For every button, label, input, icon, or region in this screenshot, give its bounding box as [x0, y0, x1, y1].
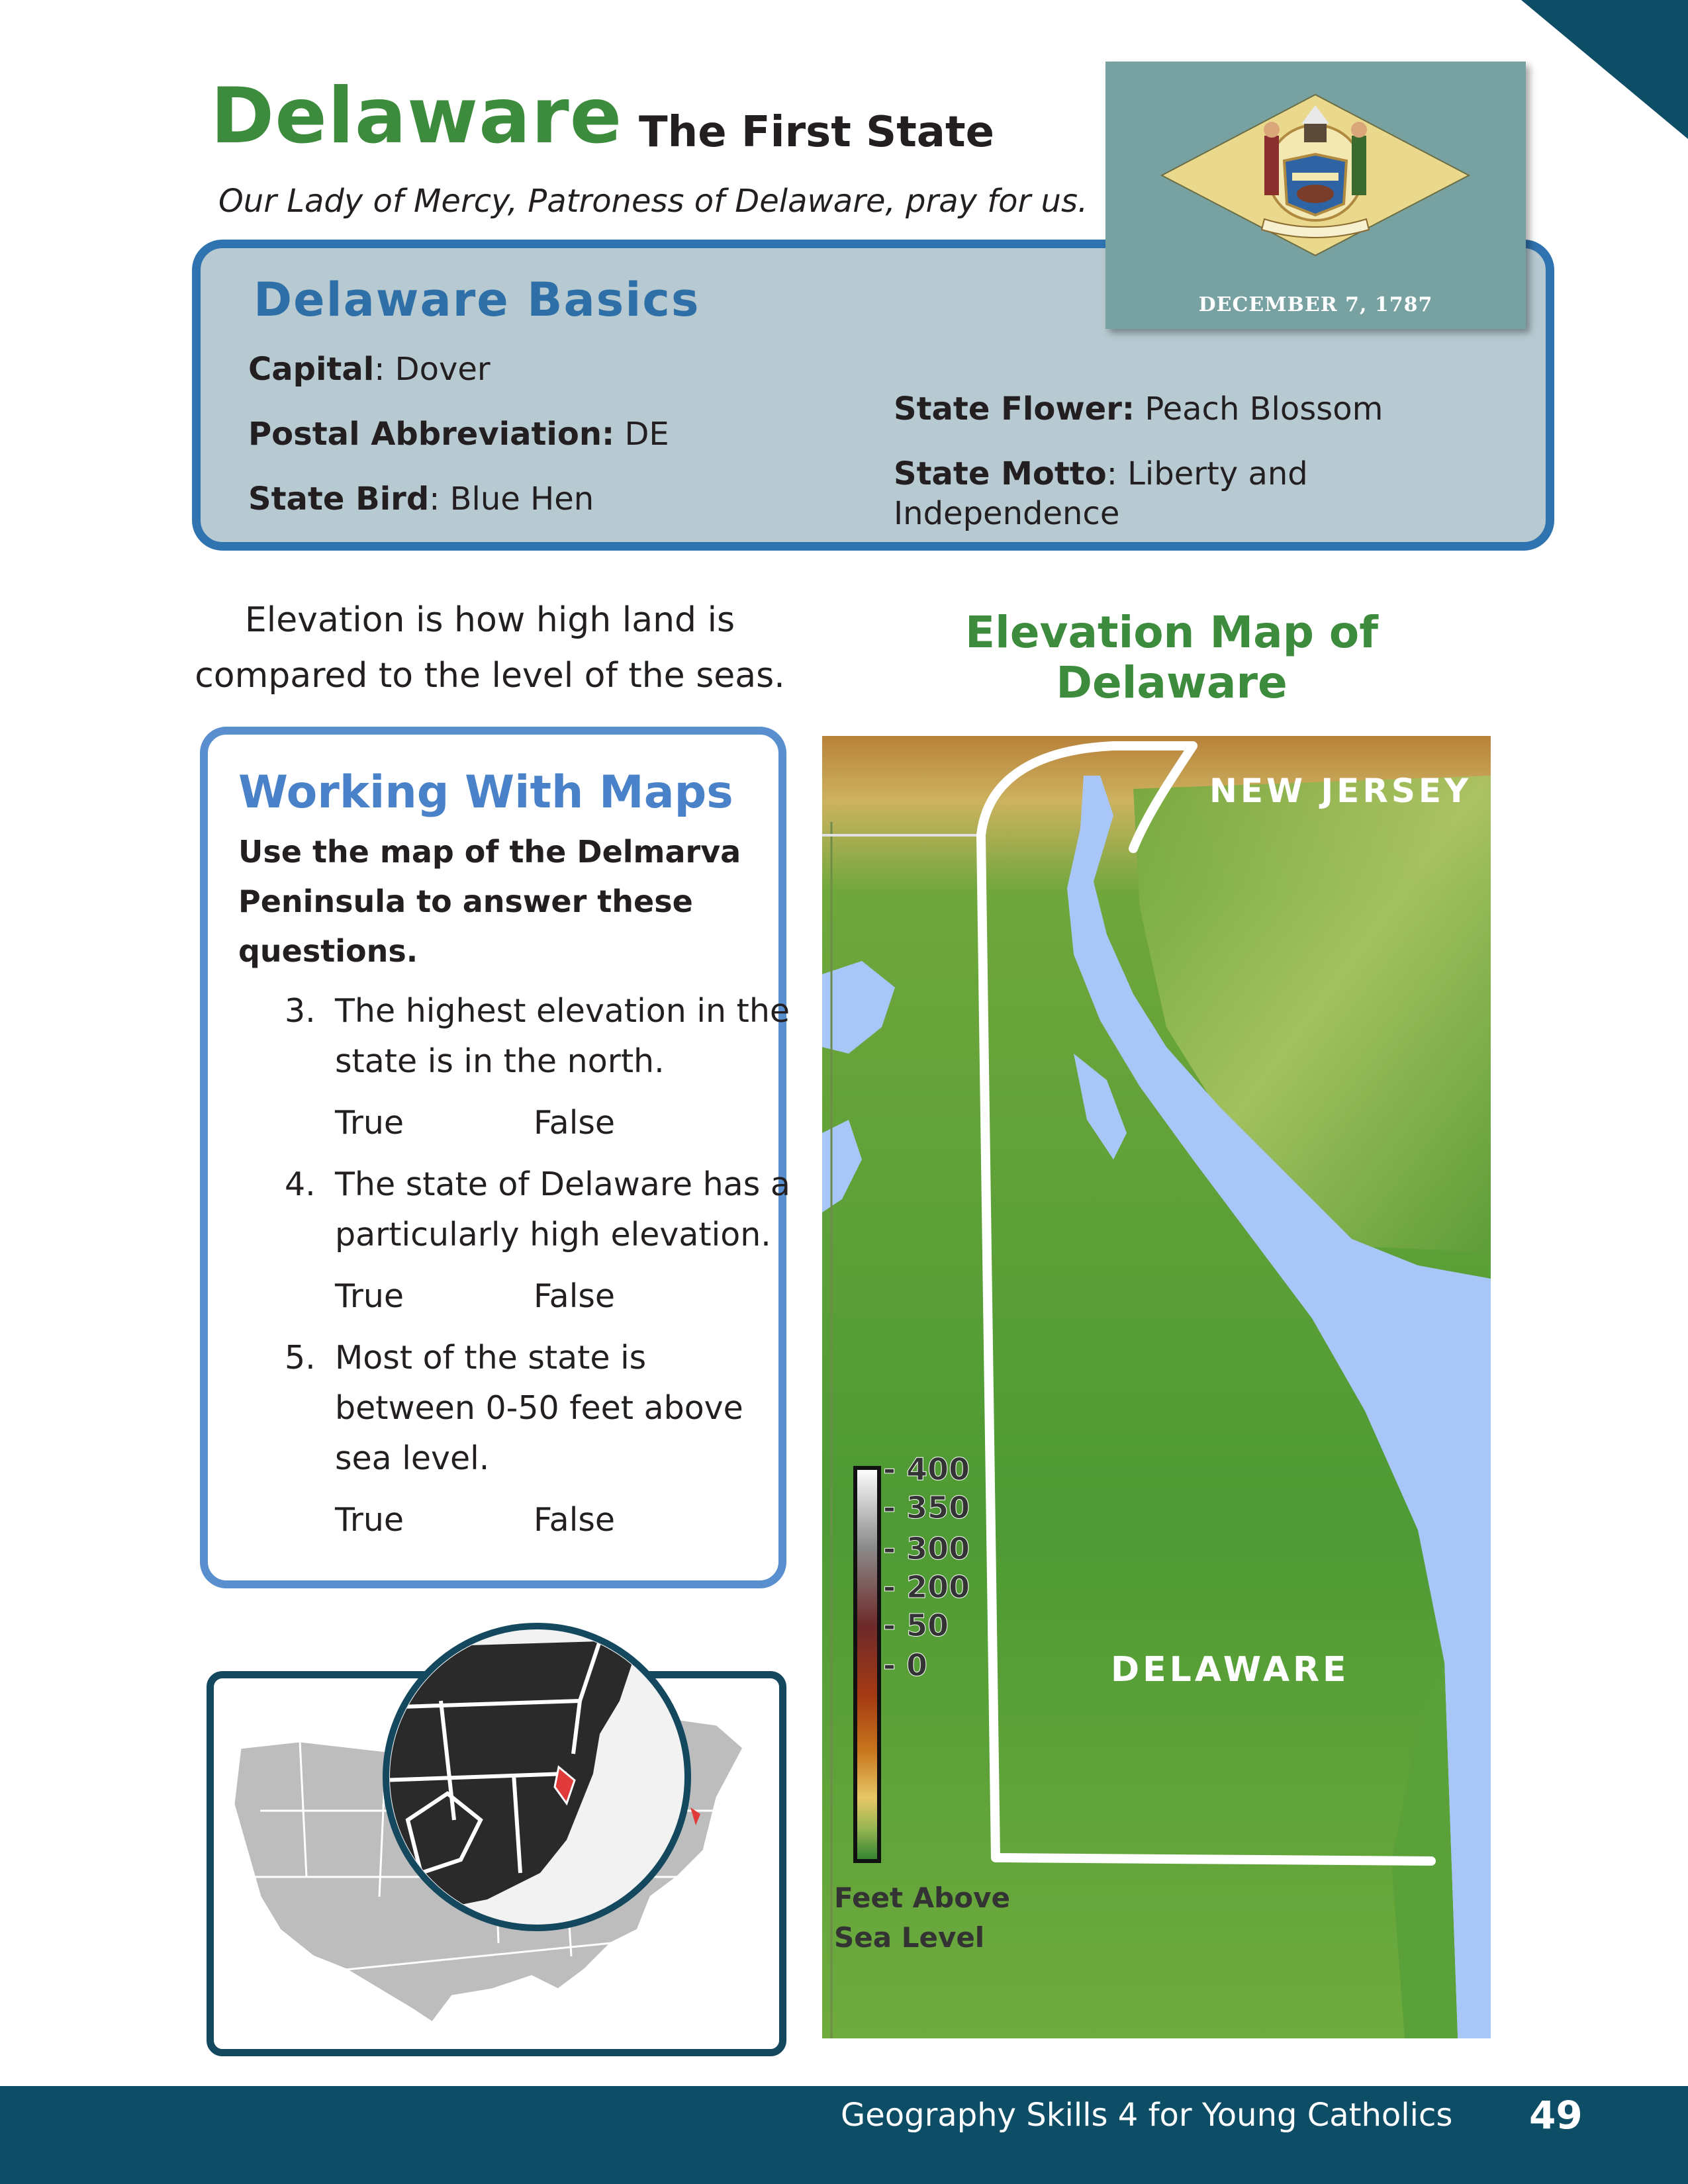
- flower-value: Peach Blossom: [1135, 390, 1383, 428]
- delaware-elevation-map: [822, 736, 1491, 2038]
- capital-label: Capital: [248, 351, 375, 388]
- new-jersey-label: NEW JERSEY: [1209, 772, 1472, 810]
- page-number: 49: [1529, 2093, 1583, 2138]
- elevation-definition-line1: Elevation is how high land is: [244, 600, 735, 640]
- question-5-false-option[interactable]: False: [534, 1501, 616, 1539]
- postal-fact: [248, 414, 669, 454]
- legend-tick-label: - 0: [883, 1647, 928, 1683]
- instruction-line1: Use the map of the Delmarva: [238, 834, 741, 870]
- legend-tick-label: - 400: [883, 1451, 970, 1487]
- legend-tick-label: - 200: [883, 1569, 970, 1605]
- question-5-line1: Most of the state is: [335, 1339, 647, 1377]
- question-4-true-option[interactable]: True: [335, 1277, 404, 1315]
- question-3-false-option[interactable]: False: [534, 1104, 616, 1142]
- bird-value: : Blue Hen: [429, 480, 594, 518]
- prayer-text: Our Lady of Mercy, Patroness of Delaware, pray for us.: [218, 183, 1088, 220]
- question-4-false-option[interactable]: False: [534, 1277, 616, 1315]
- bird-fact: [248, 479, 594, 519]
- map-title-line2: Delaware: [1056, 657, 1288, 708]
- question-3-line1: The highest elevation in the: [335, 992, 790, 1030]
- instruction-line2: Peninsula to answer these: [238, 884, 693, 919]
- flower-label: State Flower:: [894, 390, 1135, 428]
- working-with-maps-instructions: [238, 827, 768, 976]
- flag-date: DECEMBER 7, 1787: [1198, 293, 1433, 316]
- question-3-number: 3.: [285, 992, 316, 1030]
- locator-inset-circle: [381, 1621, 692, 1933]
- question-3: [285, 986, 790, 1087]
- question-5-true-option[interactable]: True: [335, 1501, 404, 1539]
- question-5-line2: between 0-50 feet above: [335, 1389, 743, 1427]
- flower-fact: [894, 389, 1383, 429]
- legend-tick-label: - 50: [883, 1608, 949, 1643]
- question-5: [285, 1333, 743, 1484]
- delaware-flag: [1105, 62, 1526, 329]
- capital-fact: [248, 349, 491, 389]
- corner-decoration: [1521, 0, 1688, 139]
- question-3-true-option[interactable]: True: [335, 1104, 404, 1142]
- legend-tick-label: - 300: [883, 1531, 970, 1567]
- book-title: Geography Skills 4 for Young Catholics: [841, 2097, 1453, 2134]
- flag-emblem-graphic: [1105, 62, 1526, 329]
- map-title: [953, 608, 1390, 708]
- question-5-number: 5.: [285, 1339, 316, 1377]
- question-5-line3: sea level.: [335, 1439, 490, 1477]
- motto-value-1: : Liberty and: [1106, 455, 1308, 492]
- elevation-definition: [192, 592, 788, 704]
- working-with-maps-title: Working With Maps: [238, 766, 733, 819]
- elevation-definition-line2: compared to the level of the seas.: [195, 656, 785, 696]
- state-nickname: The First State: [639, 108, 994, 157]
- page-title: Delaware: [211, 71, 623, 161]
- question-4-line2: particularly high elevation.: [335, 1216, 771, 1253]
- delaware-label: DELAWARE: [1111, 1650, 1350, 1690]
- question-3-line2: state is in the north.: [335, 1042, 665, 1080]
- legend-color-bar: [855, 1468, 879, 1861]
- motto-fact: [894, 454, 1308, 533]
- map-title-line1: Elevation Map of: [964, 607, 1378, 658]
- motto-label: State Motto: [894, 455, 1107, 492]
- motto-value-2: Independence: [894, 495, 1120, 532]
- basics-title: Delaware Basics: [254, 273, 700, 327]
- bird-label: State Bird: [248, 480, 430, 518]
- capital-value: : Dover: [374, 351, 491, 388]
- legend-caption-line2: Sea Level: [834, 1921, 985, 1954]
- question-4-number: 4.: [285, 1165, 316, 1203]
- legend-tick-label: - 350: [883, 1490, 970, 1525]
- instruction-line3: questions.: [238, 933, 418, 969]
- legend-caption-line1: Feet Above: [834, 1882, 1010, 1914]
- postal-label: Postal Abbreviation:: [248, 416, 615, 453]
- question-4: [285, 1160, 790, 1260]
- postal-value: DE: [614, 416, 669, 453]
- question-4-line1: The state of Delaware has a: [335, 1165, 790, 1203]
